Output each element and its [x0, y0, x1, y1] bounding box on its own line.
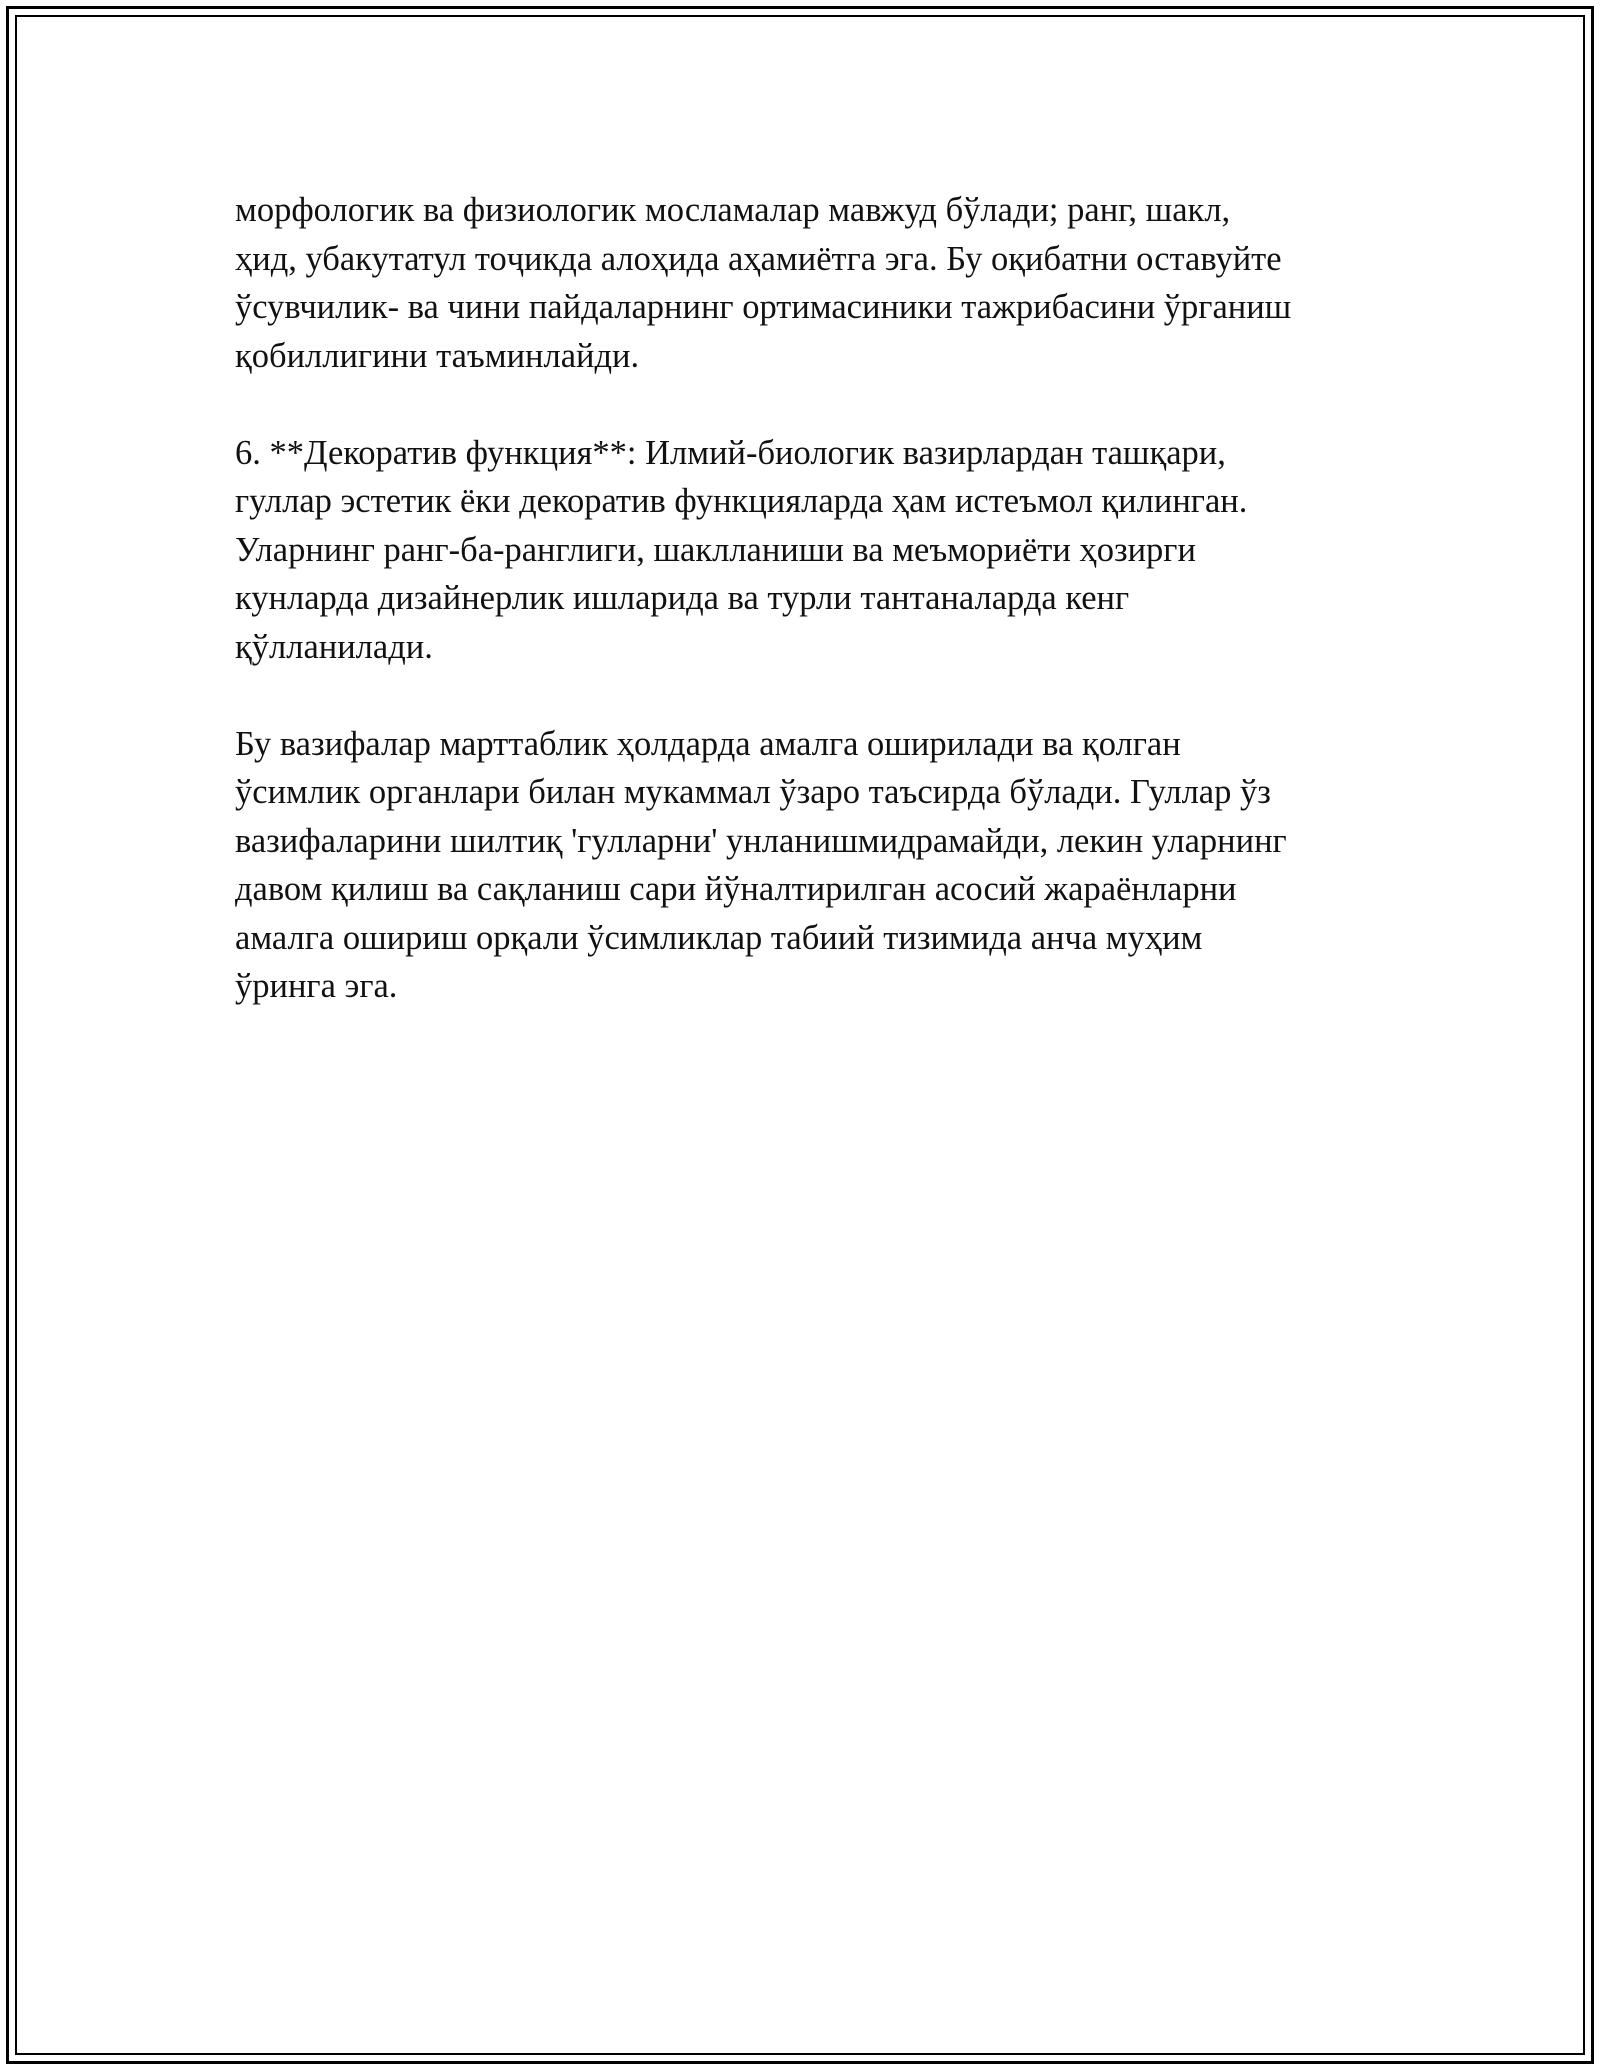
text-line: морфологик ва физиологик мосламалар мавжуд бўлади; ранг, шакл,	[235, 191, 1231, 229]
document-body	[235, 186, 1375, 1059]
text-line: вазифаларини шилтиқ 'гулларни' унланишмидрамайди, лекин уларнинг	[235, 821, 1287, 860]
paragraph-decorative-function	[235, 429, 1375, 672]
text-line: қобиллигини таъминлайди.	[235, 336, 640, 375]
text-line: ҳид, убакутатул тоҷикда алоҳида аҳамиётга эга. Бу оқибатни оставуйте	[235, 239, 1282, 278]
text-line: давом қилиш ва сақланиш сари йўналтирилган асосий жараёнларни	[235, 870, 1237, 908]
paragraph-morphology	[235, 186, 1375, 380]
text-line: кунларда дизайнерлик ишларида ва турли тантаналарда кенг	[235, 579, 1130, 617]
paragraph-conclusion	[235, 720, 1375, 1011]
text-line: қўлланилади.	[235, 627, 433, 666]
text-line: 6. **Декоратив функция**: Илмий-биологик вазирлардан ташқари,	[235, 433, 1226, 472]
text-line: ўринга эга.	[235, 967, 398, 1005]
text-line: гуллар эстетик ёки декоратив функцияларда ҳам истеъмол қилинган.	[235, 482, 1248, 520]
text-line: Бу вазифалар марттаблик ҳолдарда амалга оширилади ва қолган	[235, 724, 1181, 763]
text-line: Уларнинг ранг-ба-ранглиги, шаклланиши ва меъмориёти ҳозирги	[235, 530, 1196, 569]
text-line: амалга ошириш орқали ўсимликлар табиий тизимида анча муҳим	[235, 918, 1203, 957]
text-line: ўсимлик органлари билан мукаммал ўзаро таъсирда бўлади. Гуллар ўз	[235, 773, 1271, 811]
text-line: ўсувчилик- ва чини пайдаларнинг ортимасиники тажрибасини ўрганиш	[235, 288, 1292, 326]
